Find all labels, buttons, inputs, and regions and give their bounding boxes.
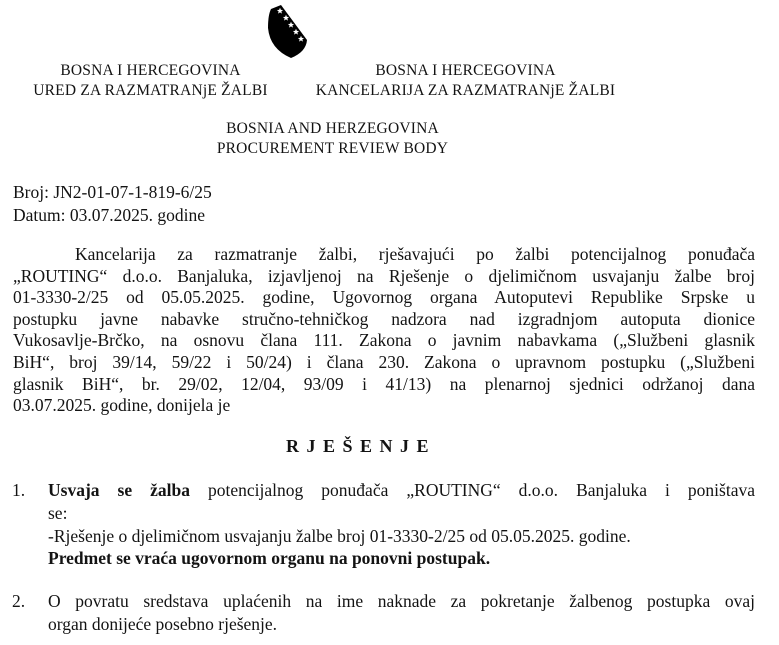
document-number: Broj: JN2-01-07-1-819-6/25: [13, 182, 212, 202]
intro-line: BiH“, broj 39/14, 59/22 i 50/24) i člana 230. Zakona o upravnom postupku („Službeni: [13, 351, 755, 372]
coat-of-arms-icon: [264, 2, 311, 59]
item-1-decision-line: -Rješenje o djelimičnom usvajanju žalbe broj 01-3330-2/25 od 05.05.2025. godine.: [48, 525, 631, 546]
header-institution-english: [155, 119, 510, 158]
intro-line: 01-3330-2/25 od 05.05.2025. godine, Ugovornog organa Autoputevi Republike Srpske u: [13, 287, 755, 308]
item-1-lead-line: [48, 479, 755, 502]
item-1-se-line: se:: [48, 502, 68, 523]
intro-line: 03.07.2025. godine, donijela je: [13, 395, 231, 416]
item-2-line-1: O povratu sredstava uplaćenih na ime naknade za pokretanje žalbenog postupka ovaj: [48, 591, 755, 611]
intro-line: Vukosavlje-Brčko, na osnovu člana 111. Zakona o javnim nabavkama („Službeni glasnik: [13, 330, 755, 351]
resolution-heading: R J E Š E N J E: [285, 436, 431, 456]
item-1-lead-bold: Usvaja se žalba: [48, 480, 191, 500]
intro-line: postupku javne nabavke stručno-tehničkog nadzora nad izgradnjom autoputa dionice: [13, 308, 755, 329]
intro-line: „ROUTING“ d.o.o. Banjaluka, izjavljenoj na Rješenje o djelimičnom usvajanju žalbe broj: [13, 265, 755, 286]
header-right-country: BOSNA I HERCEGOVINA: [375, 62, 556, 79]
document-meta: [13, 181, 212, 226]
header-institution-bosnian: [8, 61, 293, 100]
resolution-item-2: [12, 590, 757, 636]
intro-paragraph: [13, 244, 755, 417]
intro-line: Kancelarija za razmatranje žalbi, rješavajući po žalbi potencijalnog ponuđača: [75, 244, 755, 264]
item-2-number: 2.: [12, 591, 26, 611]
header-english-country: BOSNIA AND HERZEGOVINA: [226, 120, 439, 137]
header-left-office: URED ZA RAZMATRANjE ŽALBI: [33, 81, 268, 99]
item-1-lead-rest: potencijalnog ponuđača „ROUTING“ d.o.o. Banjaluka i poništava: [190, 480, 755, 500]
document-date: Datum: 03.07.2025. godine: [13, 204, 205, 225]
intro-line: glasnik BiH“, br. 29/02, 12/04, 93/09 i 41/13) na plenarnoj sjednici održanoj dana: [13, 373, 755, 394]
resolution-item-1: [12, 479, 757, 570]
header-right-office: KANCELARIJA ZA RAZMATRANjE ŽALBI: [315, 81, 616, 99]
header-english-body: PROCUREMENT REVIEW BODY: [216, 139, 449, 157]
header-left-country: BOSNA I HERCEGOVINA: [60, 62, 241, 79]
header-institution-serbian: [298, 61, 633, 100]
item-1-remand-line: Predmet se vraća ugovornom organu na ponovni postupak.: [48, 548, 491, 569]
item-2-line-2: organ donijeće posebno rješenje.: [48, 613, 278, 634]
item-1-number: 1.: [12, 480, 26, 500]
